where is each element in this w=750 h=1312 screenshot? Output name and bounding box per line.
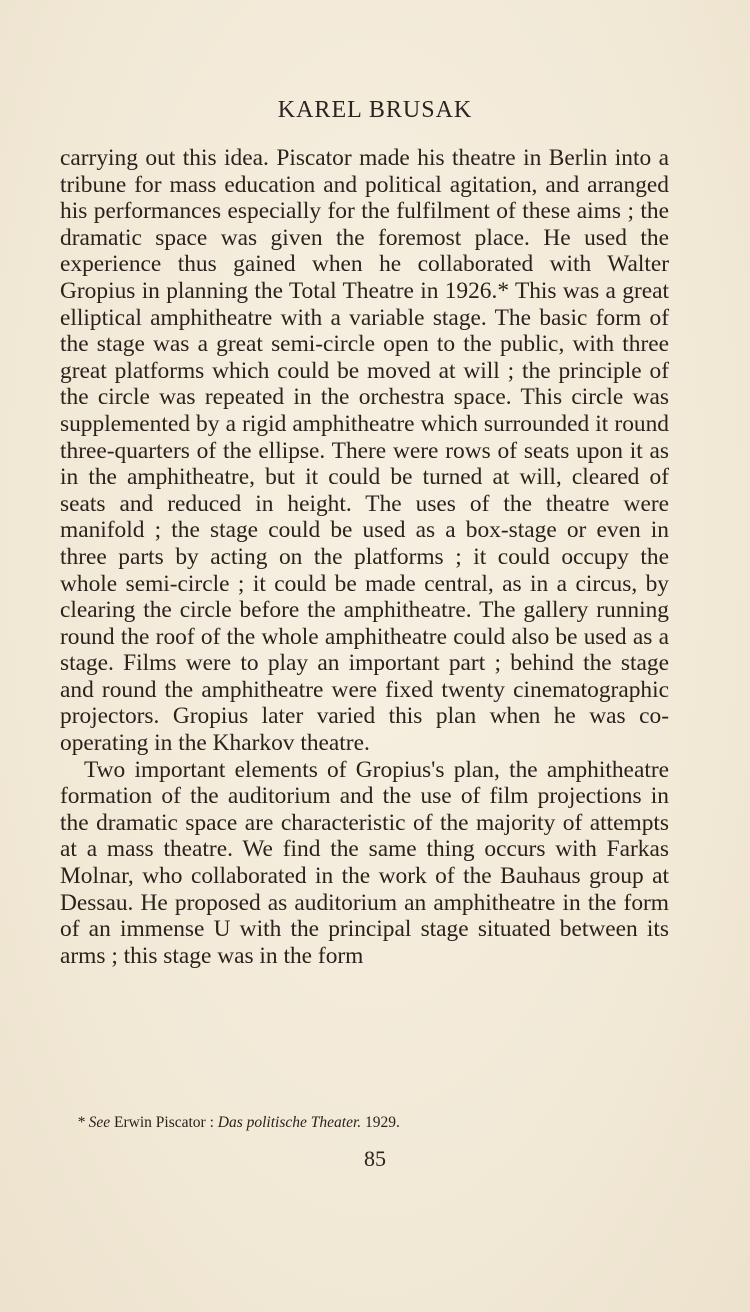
footnote-title: Das politische Theater. [217,1114,362,1131]
body-text [60,145,669,969]
paragraph: carrying out this idea. Piscator made his theatre in Berlin into a tribune for mass education and political agitation, and arranged his performances especially for the fulfilment of these aims ; the dramatic space was given the foremost place. He used the experience thus gained when he collaborated with Walter Gropius in planning the Total Theatre in 1926.* This was a great elliptical amphitheatre with a variable stage. The basic form of the stage was a great semi-circle open to the public, with three great platforms which could be moved at will ; the principle of the circle was repeated in the orchestra space. This circle was supplemented by a rigid amphitheatre which surrounded it round three-quarters of the ellipse. There were rows of seats upon it as in the amphitheatre, but it could be turned at will, cleared of seats and reduced in height. The uses of the theatre were manifold ; the stage could be used as a box-stage or even in three parts by acting on the platforms ; it could occupy the whole semi-circle ; it could be made central, as in a circus, by clearing the circle before the amphitheatre. The gallery running round the roof of the whole amphitheatre could also be used as a stage. Films were to play an important part ; behind the stage and round the amphitheatre were fixed twenty cinematographic projectors. Gropius later varied this plan when he was co-operating in the Kharkov theatre. [60,145,669,757]
running-head: KAREL BRUSAK [277,97,473,123]
footnote-year: 1929. [361,1114,400,1131]
footnote-marker: * See [77,1114,111,1131]
footnote-author: Erwin Piscator : [110,1114,218,1131]
footnote [77,1114,400,1132]
page-number: 85 [364,1146,386,1171]
paragraph: Two important elements of Gropius's plan, the amphitheatre formation of the auditorium and the use of film projections in the dramatic space are characteristic of the majority of attempts at a mass theatre. We find the same thing occurs with Farkas Molnar, who collaborated in the work of the Bauhaus group at Dessau. He proposed as auditorium an amphitheatre in the form of an immense U with the principal stage situated between its arms ; this stage was in the form [60,756,669,969]
